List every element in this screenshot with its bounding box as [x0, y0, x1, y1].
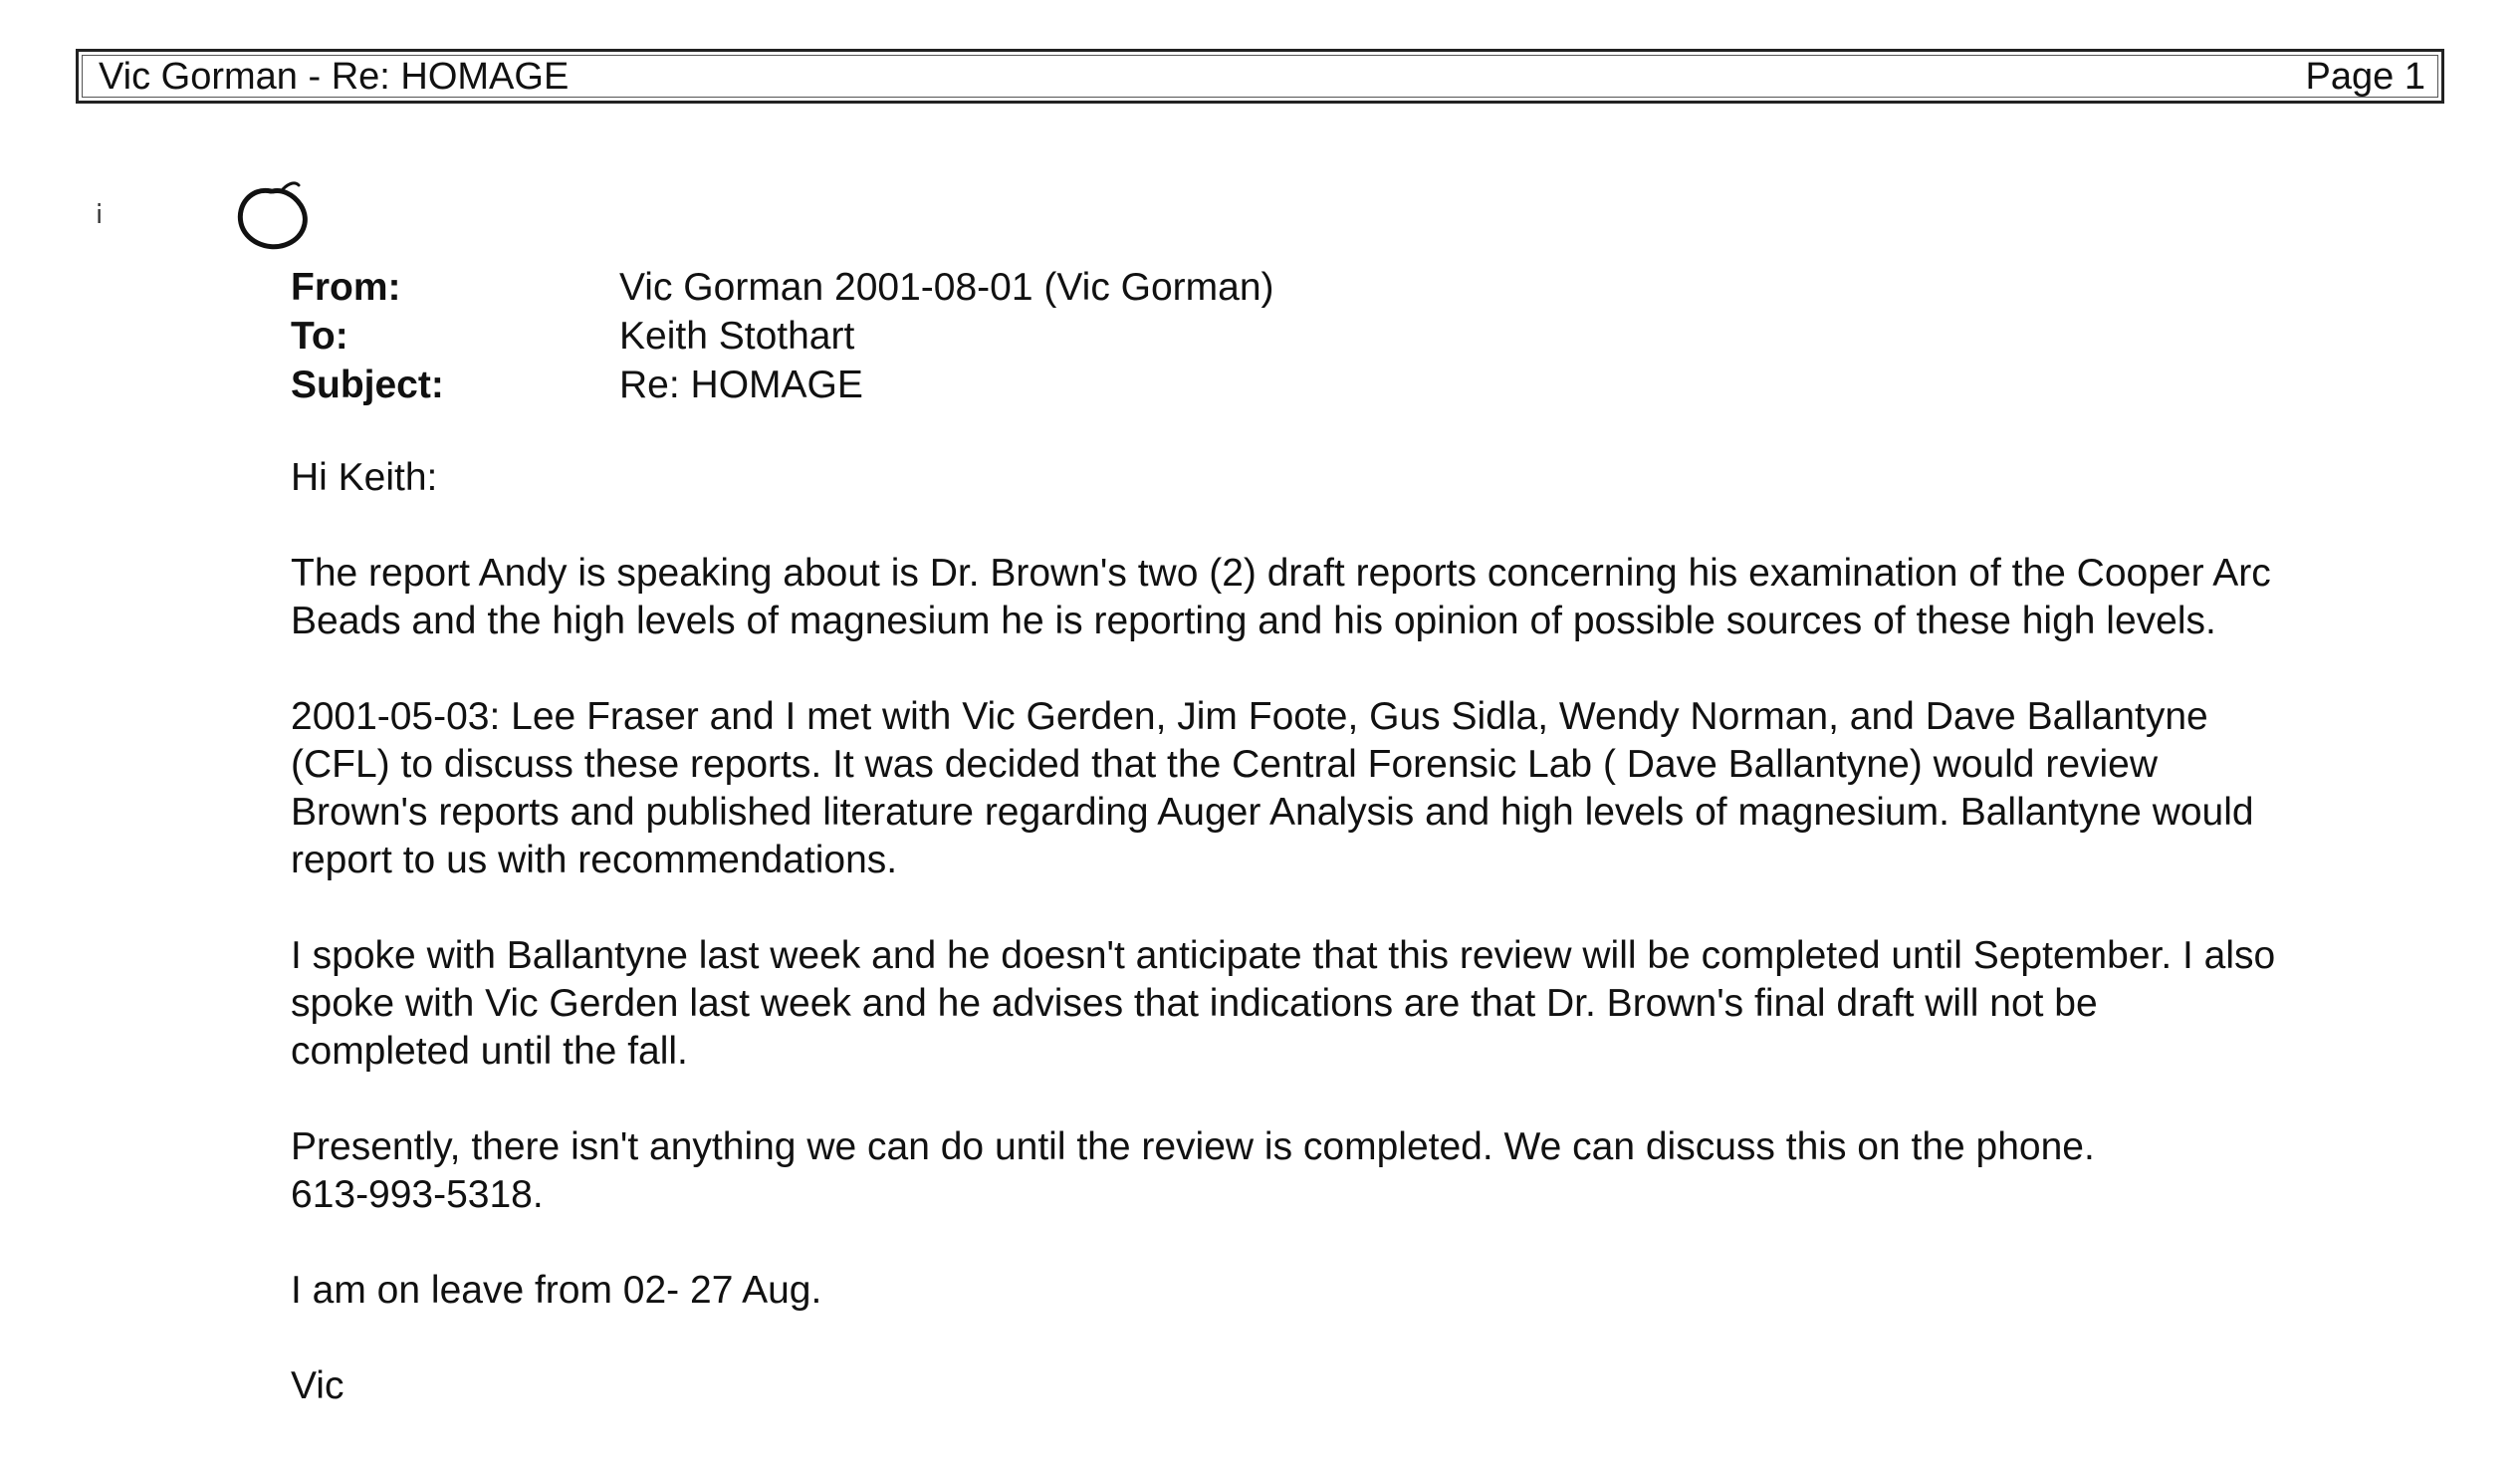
scan-speck: ⅰ: [96, 199, 104, 229]
to-value: Keith Stothart: [619, 315, 855, 358]
from-row: [291, 263, 1274, 312]
paragraph-leave: I am on leave from 02- 27 Aug.: [291, 1269, 822, 1312]
page-number: Page 1: [2305, 55, 2425, 98]
paragraph-meeting: 2001-05-03: Lee Fraser and I met with Vic Gerden, Jim Foote, Gus Sidla, Wendy Norman, and Dave Ballantyne (CFL) to discuss these reports. It was decided that the Central Forensic Lab ( Dave Ballantyne) would review Brown's reports and published literature regarding Auger Analysis and high levels of magnesium. Ballantyne would report to us with recommendations.: [291, 695, 2254, 881]
from-value: Vic Gorman 2001-08-01 (Vic Gorman): [619, 266, 1274, 309]
header-title: Vic Gorman - Re: HOMAGE: [99, 55, 570, 98]
paragraph-report: The report Andy is speaking about is Dr. Brown's two (2) draft reports concerning his examination of the Cooper Arc Beads and the high levels of magnesium he is reporting and his opinion of possible sources of these high levels.: [291, 552, 2271, 642]
to-label: To:: [291, 315, 348, 358]
greeting: Hi Keith:: [291, 456, 438, 499]
handwritten-circle-mark-icon: [231, 177, 321, 267]
email-metadata: [291, 263, 1274, 409]
subject-row: [291, 361, 1274, 409]
signature: Vic: [291, 1364, 344, 1407]
phone-text: Presently, there isn't anything we can do until the review is completed. We can discuss this on the phone.: [291, 1125, 2095, 1168]
email-body: [291, 454, 2282, 1458]
from-label: From:: [291, 266, 401, 309]
paragraph-review-status: I spoke with Ballantyne last week and he doesn't anticipate that this review will be completed until September. I also spoke with Vic Gerden last week and he advises that indications are that Dr. Brown's final draft will not be completed until the fall.: [291, 934, 2276, 1073]
subject-label: Subject:: [291, 364, 444, 406]
paragraph-phone: [291, 1123, 2282, 1219]
page-header: [76, 49, 2444, 104]
subject-value: Re: HOMAGE: [619, 364, 863, 406]
to-row: [291, 312, 1274, 361]
phone-number: 613-993-5318.: [291, 1173, 544, 1216]
